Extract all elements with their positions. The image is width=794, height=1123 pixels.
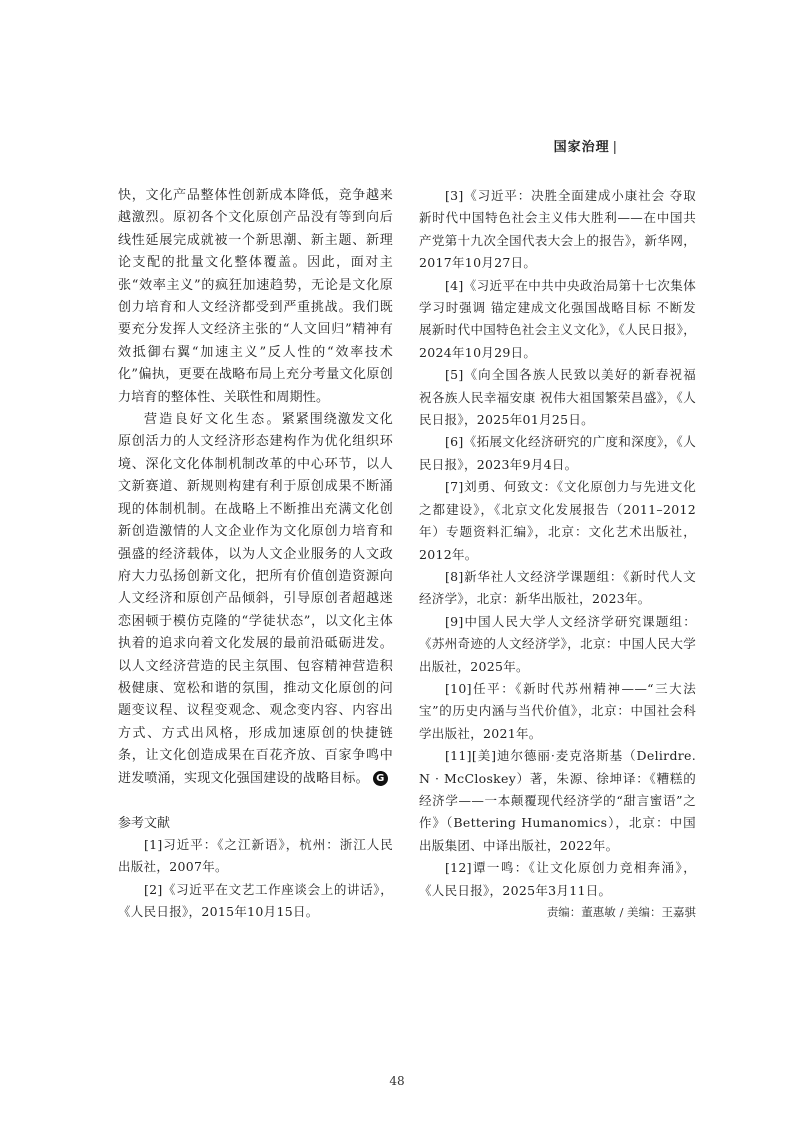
section-title: 国家治理 xyxy=(553,140,610,155)
reference-item: [11][美]迪尔德丽·麦克洛斯基（Delirdre. N · McCloskey）著，朱源、徐坤译：《糟糕的经济学——一本颠覆现代经济学的“甜言蜜语”之作》（Bettering Humanomics），北京：中国出版集团、中译出版社，2022年。 xyxy=(419,748,696,853)
reference-item: [10]任平：《新时代苏州精神——“三大法宝”的历史内涵与当代价值》，北京：中国社会科学出版社，2021年。 xyxy=(419,680,696,741)
paragraph-2-text: 紧紧围绕激发文化原创活力的人文经济形态建构作为优化组织环境、深化文化体制机制改革的中心环节，以人文新赛道、新规则构建有利于原创成果不断涌现的体制机制。在战略上不断推出充满文化创新创造激情的人文企业作为文化原创力培育和强盛的经济载体，以为人文企业服务的人文政府大力弘扬创新文化，把所有价值创造资源向人文经济和原创产品倾斜，引导原创者超越迷恋困顿于模仿克隆的“学徒状态”，以文化主体执着的追求向着文化发展的最前沿砥砺进发。以人文经济营造的民主氛围、包容精神营造积极健康、宽松和谐的氛围，推动文化原创的问题变议程、议程变观念、观念变内容、内容出方式、方式出风格，形成加速原创的快捷链条，让文化创造成果在百花齐放、百家争鸣中迸发喷涌，实现文化强国建设的战略目标。 xyxy=(118,412,393,786)
references-title: 参考文献 xyxy=(118,815,171,831)
reference-item: [12]谭一鸣：《让文化原创力竞相奔涌》，《人民日报》，2025年3月11日。 xyxy=(419,860,696,898)
end-mark-icon: G xyxy=(373,771,388,786)
left-column xyxy=(118,185,393,924)
section-header xyxy=(554,136,618,155)
paragraph-lead: 营造良好文化生态。 xyxy=(144,412,282,428)
reference-item: [6]《拓展文化经济研究的广度和深度》，《人民日报》，2023年9月4日。 xyxy=(419,434,696,472)
reference-item: [5]《向全国各族人民致以美好的新春祝福 祝各族人民幸福安康 祝伟大祖国繁荣昌盛》，《人民日报》，2025年01月25日。 xyxy=(419,367,696,428)
right-column xyxy=(419,185,696,922)
body-paragraph: 快，文化产品整体性创新成本降低，竞争越来越激烈。原初各个文化原创产品没有等到向后线性延展完成就被一个新思潮、新主题、新理论支配的批量文化整体覆盖。因此，面对主张“效率主义”的疯狂加速趋势，无论是文化原创力培育和人文经济都受到严重挑战。我们既要充分发挥人文经济主张的“人文回归”精神有效抵御右翼“加速主义”反人性的“效率技术化”偏执，更要在战略布局上充分考量文化原创力培育的整体性、关联性和周期性。 xyxy=(118,188,393,405)
reference-item: [1]习近平：《之江新语》，杭州：浙江人民出版社，2007年。 xyxy=(118,836,393,875)
reference-item: [2]《习近平在文艺工作座谈会上的讲话》，《人民日报》，2015年10月15日。 xyxy=(118,881,393,920)
reference-item: [9]中国人民大学人文经济学研究课题组：《苏州奇迹的人文经济学》，北京：中国人民大学出版社，2025年。 xyxy=(419,613,696,674)
reference-item: [7]刘勇、何致文：《文化原创力与先进文化之都建设》，《北京文化发展报告（2011–2012年）专题资料汇编》，北京：文化艺术出版社，2012年。 xyxy=(419,479,696,562)
page-number: 48 xyxy=(389,1074,405,1088)
reference-item: [8]新华社人文经济学课题组：《新时代人文经济学》，北京：新华出版社，2023年。 xyxy=(419,568,696,607)
reference-item: [3]《习近平：决胜全面建成小康社会 夺取新时代中国特色社会主义伟大胜利——在中国共产党第十九次全国代表大会上的报告》，新华网，2017年10月27日。 xyxy=(419,188,696,271)
body-paragraph-2 xyxy=(118,409,393,790)
editor-credit: 责编：董惠敏 / 美编：王嘉骐 xyxy=(546,905,696,919)
reference-item: [4]《习近平在中共中央政治局第十七次集体学习时强调 锚定建成文化强国战略目标 不断发展新时代中国特色社会主义文化》，《人民日报》，2024年10月29日。 xyxy=(419,277,696,360)
header-separator: | xyxy=(612,140,618,155)
